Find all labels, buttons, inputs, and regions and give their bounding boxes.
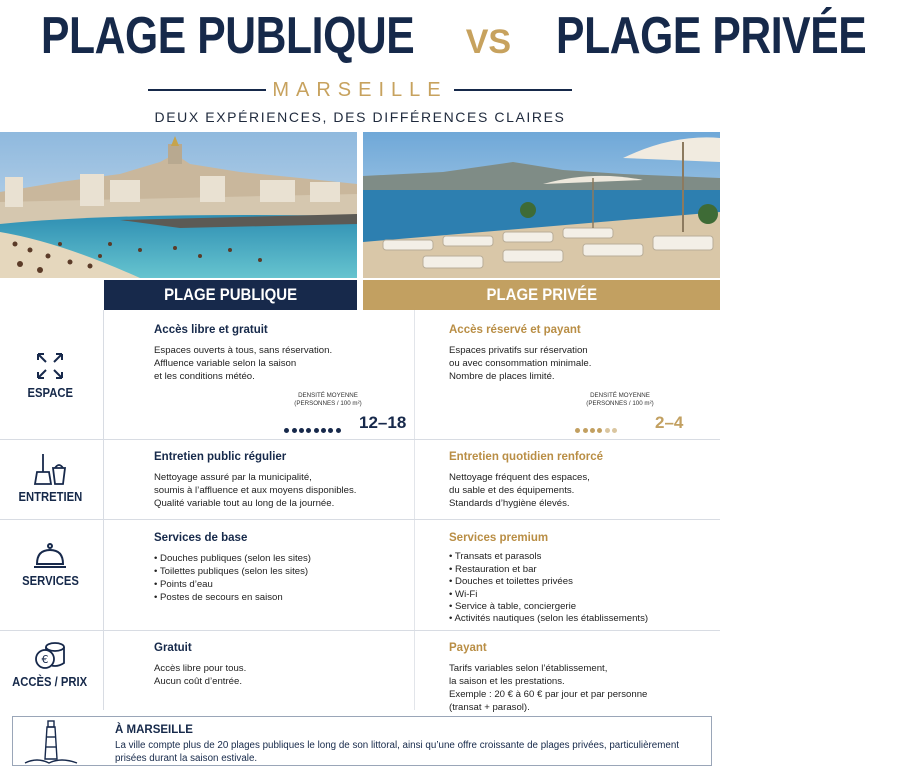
espace-public-text: Espaces ouverts à tous, sans réservation. Affluence variable selon la saison et les conditions météo. xyxy=(154,345,333,382)
espace-private xyxy=(449,324,709,383)
density-dot xyxy=(284,428,289,433)
list-item: • Postes de secours en saison xyxy=(154,591,404,604)
espace-public-title: Accès libre et gratuit xyxy=(154,324,268,336)
footer-title: À MARSEILLE xyxy=(115,724,193,736)
services-private-title: Services premium xyxy=(449,532,549,544)
row-espace xyxy=(0,310,720,440)
list-item: • Activités nautiques (selon les établissements) xyxy=(449,613,709,625)
category-label: SERVICES xyxy=(21,574,79,588)
density-dot xyxy=(321,428,326,433)
services-public xyxy=(154,532,404,604)
private-density-dots xyxy=(574,420,618,438)
list-item: • Toilettes publiques (selon les sites) xyxy=(154,565,404,578)
category-espace xyxy=(0,350,100,402)
espace-private-text: Espaces privatifs sur réservation ou avec consommation minimale. Nombre de places limité. xyxy=(449,345,592,382)
services-private-list xyxy=(449,551,709,625)
list-item: • Douches publiques (selon les sites) xyxy=(154,552,404,565)
main-title xyxy=(0,6,866,66)
density-dot xyxy=(583,428,588,433)
density-dot xyxy=(299,428,304,433)
footer-box xyxy=(12,716,712,766)
footer-text: La ville compte plus de 20 plages publiques le long de son littoral, ainsi qu’une offre croissante de plages privées, particulièrement prisées durant la saison estivale. xyxy=(115,740,680,764)
density-dot xyxy=(612,428,617,433)
private-density-label xyxy=(575,392,665,408)
expand-arrows-icon xyxy=(34,350,66,382)
entretien-private xyxy=(449,451,709,510)
density-dot xyxy=(590,428,595,433)
private-density-value: 2–4 xyxy=(655,413,684,432)
category-label: ACCÈS / PRIX xyxy=(12,675,88,689)
acces-public xyxy=(154,642,404,688)
entretien-private-text: Nettoyage fréquent des espaces, du sable et des équipements. Standards d’hygiène élevés. xyxy=(449,472,590,509)
private-banner xyxy=(363,280,720,310)
density-dot xyxy=(597,428,602,433)
density-dot xyxy=(306,428,311,433)
title-public: PLAGE PUBLIQUE xyxy=(40,7,415,65)
city-heading xyxy=(0,76,720,104)
private-density-caption: DENSITÉ MOYENNE (PERSONNES / 100 m²) xyxy=(586,392,654,407)
euro-coins-icon xyxy=(33,639,67,671)
acces-public-title: Gratuit xyxy=(154,642,192,654)
acces-private xyxy=(449,642,709,714)
list-item: • Douches et toilettes privées xyxy=(449,576,709,588)
category-acces xyxy=(0,639,100,691)
entretien-public xyxy=(154,451,404,510)
density-dot xyxy=(314,428,319,433)
private-banner-label: PLAGE PRIVÉE xyxy=(486,285,597,304)
services-public-list xyxy=(154,552,404,604)
row-services xyxy=(0,520,720,631)
acces-public-text: Accès libre pour tous. Aucun coût d’entrée. xyxy=(154,663,247,687)
list-item: • Points d’eau xyxy=(154,578,404,591)
espace-public xyxy=(154,324,404,383)
entretien-private-title: Entretien quotidien renforcé xyxy=(449,451,603,463)
category-label: ENTRETIEN xyxy=(18,490,82,504)
acces-private-title: Payant xyxy=(449,642,487,654)
services-public-title: Services de base xyxy=(154,532,248,544)
title-private: PLAGE PRIVÉE xyxy=(555,7,866,65)
services-private xyxy=(449,532,709,626)
service-bell-icon xyxy=(33,542,67,570)
lighthouse-icon xyxy=(21,719,81,765)
divider-right xyxy=(454,89,572,91)
divider-left xyxy=(148,89,266,91)
public-density-value: 12–18 xyxy=(359,413,407,432)
density-dot xyxy=(575,428,580,433)
public-density-caption: DENSITÉ MOYENNE (PERSONNES / 100 m²) xyxy=(294,392,362,407)
public-banner xyxy=(104,280,357,310)
category-label: ESPACE xyxy=(27,386,73,400)
tagline: DEUX EXPÉRIENCES, DES DIFFÉRENCES CLAIRES xyxy=(154,109,566,125)
entretien-public-text: Nettoyage assuré par la municipalité, soumis à l’affluence et aux moyens disponibles. Qualité variable tout au long de la journée. xyxy=(154,472,357,509)
entretien-public-title: Entretien public régulier xyxy=(154,451,287,463)
svg-text:€: € xyxy=(41,653,49,666)
city-name: MARSEILLE xyxy=(272,79,448,101)
row-entretien xyxy=(0,440,720,520)
list-item: • Service à table, conciergerie xyxy=(449,601,709,613)
public-density-label xyxy=(283,392,373,408)
density-dot xyxy=(328,428,333,433)
density-dot xyxy=(605,428,610,433)
list-item: • Transats et parasols xyxy=(449,551,709,563)
espace-private-title: Accès réservé et payant xyxy=(449,324,581,336)
list-item: • Wi-Fi xyxy=(449,589,709,601)
public-banner-label: PLAGE PUBLIQUE xyxy=(164,285,297,304)
public-beach-photo xyxy=(0,132,357,278)
acces-private-text: Tarifs variables selon l’établissement, la saison et les prestations. Exemple : 20 € à 60 € par jour et par personne (transat + parasol). xyxy=(449,663,648,713)
public-density-dots xyxy=(283,420,342,438)
row-acces xyxy=(0,631,720,711)
list-item: • Restauration et bar xyxy=(449,564,709,576)
density-dot xyxy=(336,428,341,433)
category-entretien xyxy=(0,452,100,506)
title-vs: VS xyxy=(465,23,512,61)
density-dot xyxy=(292,428,297,433)
category-services xyxy=(0,542,100,590)
private-beach-photo xyxy=(363,132,720,278)
broom-bucket-icon xyxy=(33,452,67,486)
